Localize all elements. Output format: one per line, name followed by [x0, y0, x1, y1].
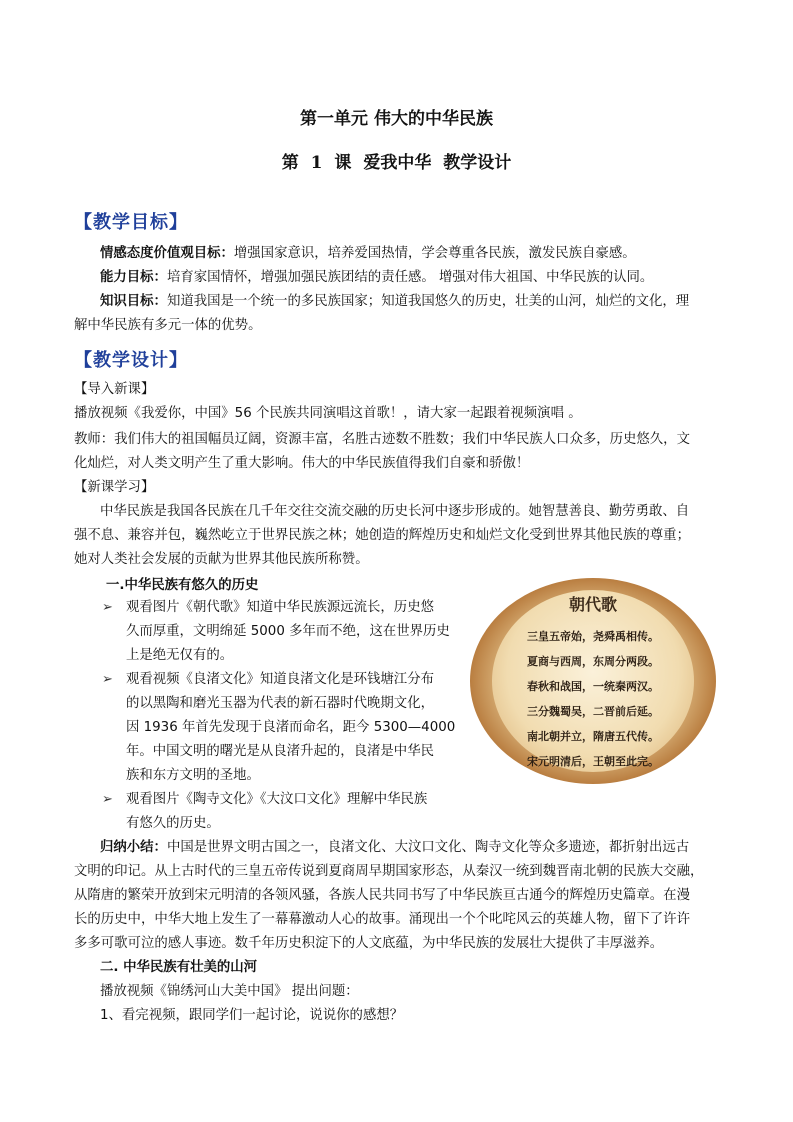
dynasty-song-image — [470, 578, 716, 784]
dynasty-song-line: 宋元明清后，王朝至此完。 — [527, 755, 659, 768]
summary-label: 归纳小结： — [100, 840, 167, 855]
bullet-item — [126, 668, 456, 788]
unit-title: 第一单元 伟大的中华民族 — [300, 109, 493, 129]
dynasty-song-line: 三皇五帝始，尧舜禹相传。 — [527, 630, 659, 643]
intro-line: 播放视频《我爱你，中国》56 个民族共同演唱这首歌！，请大家一起跟着视频演唱 。 — [74, 406, 582, 421]
bullet-line: 上是绝无仅有的。 — [126, 648, 234, 663]
dynasty-song-line: 三分魏蜀吴，二晋前后延。 — [527, 705, 659, 718]
goal-ability — [74, 266, 724, 290]
section1-heading: 一.中华民族有悠久的历史 — [106, 578, 259, 593]
section2-line: 1、看完视频，跟同学们一起讨论，说说你的感想？ — [100, 1008, 404, 1023]
goal-label: 知识目标： — [100, 294, 167, 309]
dynasty-song-title: 朝代歌 — [568, 595, 617, 614]
goal-text: 增强国家意识，培养爱国热情，学会尊重各民族，激发民族自豪感。 — [233, 246, 636, 261]
bullet-line: 观看视频《良渚文化》知道良渚文化是环钱塘江分布 — [126, 672, 434, 687]
dynasty-song-line: 夏商与西周，东周分两段。 — [527, 655, 659, 668]
goal-knowledge-cont: 解中华民族有多元一体的优势。 — [74, 318, 262, 333]
bullet-item — [126, 788, 456, 836]
new-lesson-label: 【新课学习】 — [74, 480, 155, 495]
summary-line — [74, 836, 724, 860]
summary-line: 从隋唐的繁荣开放到宋元明清的各领风骚，各族人民共同书写了中华民族亘古通今的辉煌历史篇章。在漫 — [74, 888, 690, 903]
bullet-line: 有悠久的历史。 — [126, 816, 220, 831]
bullet-line: 久而厚重，文明绵延 5000 多年而不绝，这在世界历史 — [126, 624, 450, 639]
intro-label: 【导入新课】 — [74, 382, 155, 397]
bullet-line: 观看图片《陶寺文化》《大汶口文化》理解中华民族 — [126, 792, 428, 807]
section2-line: 播放视频《锦绣河山大美中国》 提出问题： — [100, 984, 359, 999]
summary-line: 文明的印记。从上古时代的三皇五帝传说到夏商周早期国家形态，从秦汉一统到魏晋南北朝的民族大交融， — [74, 864, 704, 879]
dynasty-song-line: 春秋和战国，一统秦两汉。 — [527, 680, 659, 693]
section2-heading: 二. 中华民族有壮美的山河 — [100, 960, 258, 975]
goal-text: 知道我国是一个统一的多民族国家；知道我国悠久的历史，壮美的山河，灿烂的文化，理 — [166, 294, 690, 309]
intro-line: 化灿烂，对人类文明产生了重大影响。伟大的中华民族值得我们自豪和骄傲！ — [74, 456, 530, 471]
goal-emotion — [74, 242, 724, 266]
dynasty-song-line: 南北朝并立，隋唐五代传。 — [527, 730, 659, 743]
bullet-line: 的以黑陶和磨光玉器为代表的新石器时代晚期文化， — [126, 696, 434, 711]
goals-heading: 【教学目标】 — [74, 212, 188, 233]
summary-line: 长的历史中，中华大地上发生了一幕幕激动人心的故事。涌现出一个个叱咤风云的英雄人物，留下了许许 — [74, 912, 690, 927]
bullet-line: 族和东方文明的圣地。 — [126, 768, 260, 783]
new-lesson-line: 强不息、兼容并包，巍然屹立于世界民族之林；她创造的辉煌历史和灿烂文化受到世界其他民族的尊重； — [74, 528, 690, 543]
bullet-line: 因 1936 年首先发现于良渚而命名，距今 5300—4000 — [126, 720, 456, 735]
intro-line: 教师：我们伟大的祖国幅员辽阔，资源丰富，名胜古迹数不胜数；我们中华民族人口众多，历史悠久，文 — [74, 432, 690, 447]
bullet-line: 年。中国文明的曙光是从良渚升起的，良渚是中华民 — [126, 744, 434, 759]
goal-label: 能力目标： — [100, 270, 167, 285]
goal-knowledge — [74, 290, 724, 314]
bullet-line: 观看图片《朝代歌》知道中华民族源远流长，历史悠 — [126, 600, 434, 615]
bullet-item — [126, 596, 456, 668]
summary-text: 中国是世界文明古国之一，良渚文化、大汶口文化、陶寺文化等众多遗迹，都折射出远古 — [166, 840, 690, 855]
bullet-arrow-icon: ➢ — [102, 792, 113, 807]
bullet-arrow-icon: ➢ — [102, 672, 113, 687]
bullet-arrow-icon: ➢ — [102, 600, 113, 615]
new-lesson-line: 中华民族是我国各民族在几千年交往交流交融的历史长河中逐步形成的。她智慧善良、勤劳勇敢、自 — [100, 504, 690, 519]
summary-line: 多多可歌可泣的感人事迹。数千年历史积淀下的人文底蕴，为中华民族的发展壮大提供了丰厚滋养。 — [74, 936, 664, 951]
goal-text: 培育家国情怀，增强加强民族团结的责任感。 增强对伟大祖国、中华民族的认同。 — [166, 270, 654, 285]
goal-label: 情感态度价值观目标： — [100, 246, 234, 261]
new-lesson-line: 她对人类社会发展的贡献为世界其他民族所称赞。 — [74, 552, 369, 567]
design-heading: 【教学设计】 — [74, 350, 188, 371]
lesson-title: 第 1 课 爱我中华 教学设计 — [281, 153, 512, 173]
